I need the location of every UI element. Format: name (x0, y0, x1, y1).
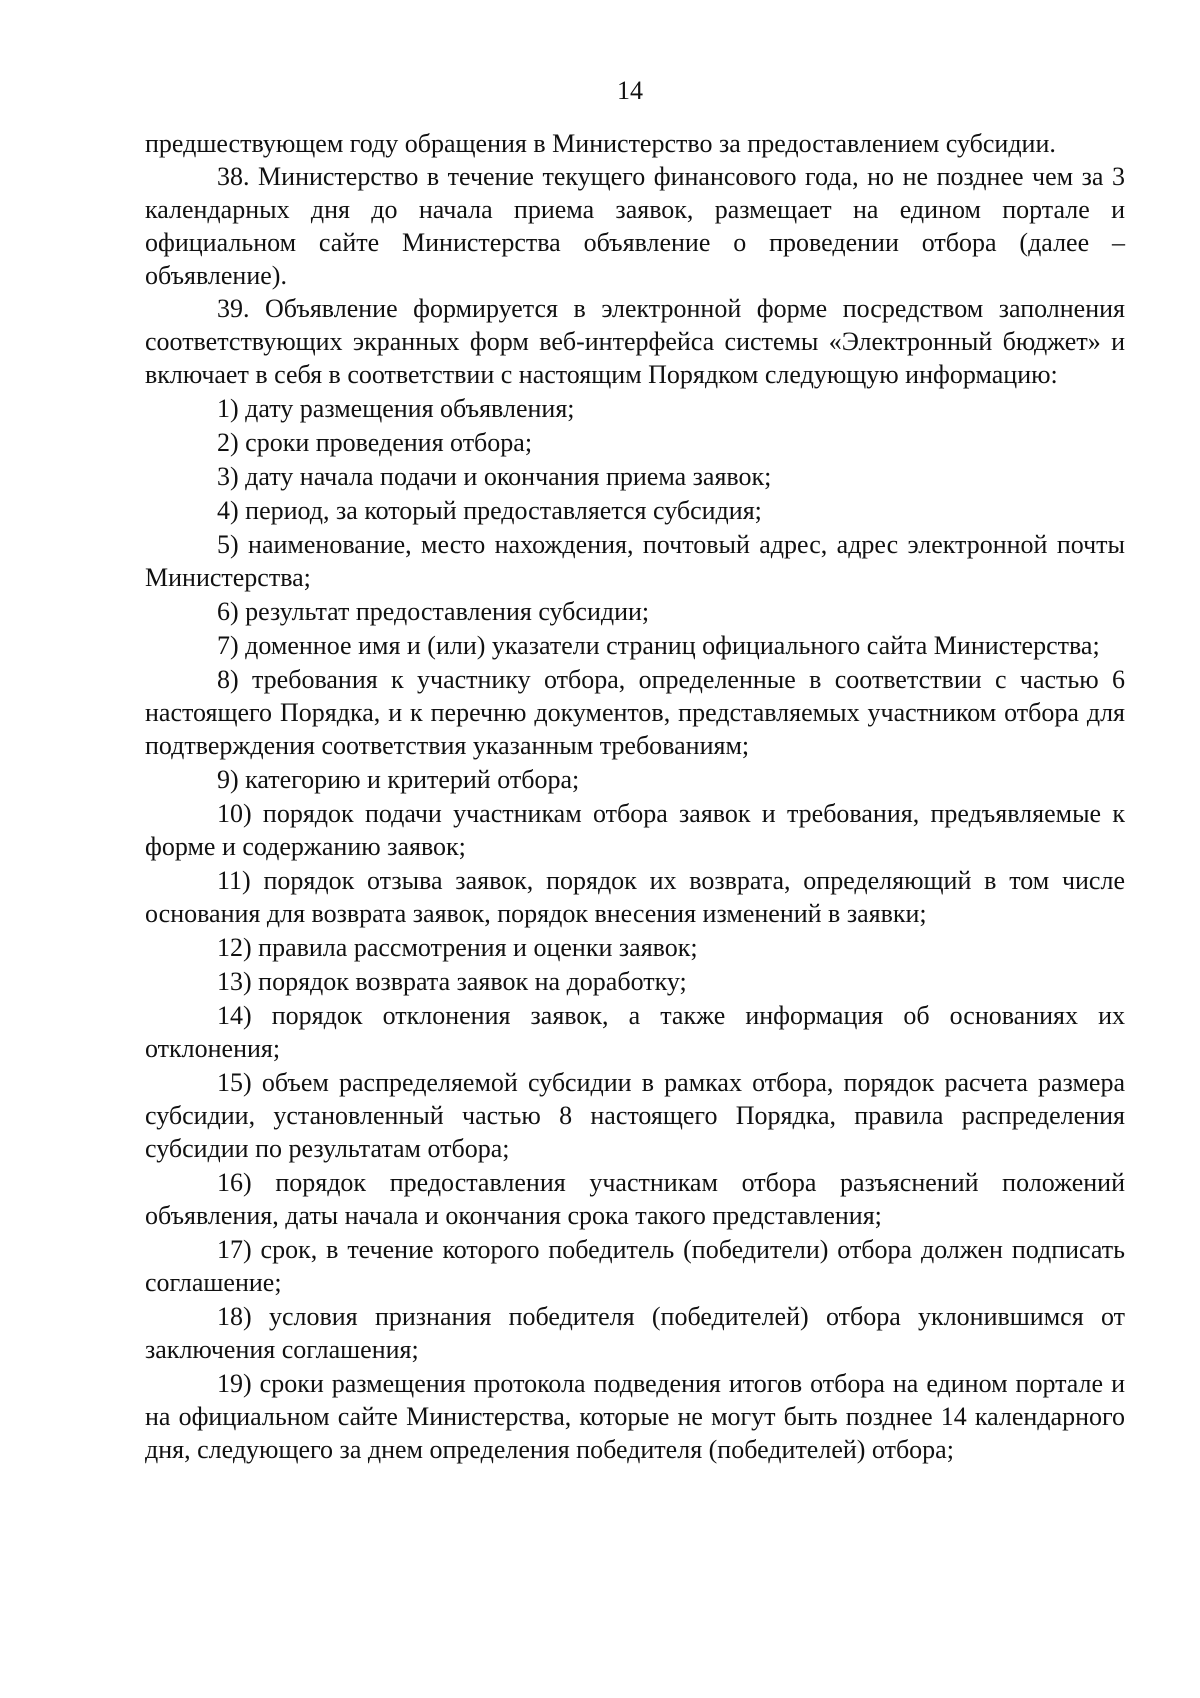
list-item-10: 10) порядок подачи участникам отбора заявок и требования, предъявляемые к форме и содержанию заявок; (145, 799, 1125, 861)
list-item-15: 15) объем распределяемой субсидии в рамках отбора, порядок расчета размера субсидии, установленный частью 8 настоящего Порядка, правила распределения субсидии по результатам отбора; (145, 1068, 1125, 1163)
list-item-6: 6) результат предоставления субсидии; (217, 597, 650, 626)
list-item-2: 2) сроки проведения отбора; (217, 428, 533, 457)
page-number: 14 (617, 76, 643, 105)
list-item-14: 14) порядок отклонения заявок, а также информация об основаниях их отклонения; (145, 1001, 1125, 1063)
list-item-16: 16) порядок предоставления участникам отбора разъяснений положений объявления, даты начала и окончания срока такого представления; (145, 1168, 1125, 1230)
paragraph-38: 38. Министерство в течение текущего финансового года, но не позднее чем за 3 календарных дня до начала приема заявок, размещает на едином портале и официальном сайте Министерства объявление о проведении отбора (далее – объявление). (145, 162, 1125, 290)
list-item-11: 11) порядок отзыва заявок, порядок их возврата, определяющий в том числе основания для возврата заявок, порядок внесения изменений в заявки; (145, 866, 1125, 928)
list-item-1: 1) дату размещения объявления; (217, 394, 575, 423)
list-item-9: 9) категорию и критерий отбора; (217, 765, 580, 794)
document-body (145, 127, 1125, 1466)
list-item-12: 12) правила рассмотрения и оценки заявок; (217, 933, 698, 962)
paragraph-continuation: предшествующем году обращения в Министерство за предоставлением субсидии. (145, 129, 1056, 158)
list-item-18: 18) условия признания победителя (победителей) отбора уклонившимся от заключения соглашения; (145, 1302, 1125, 1364)
list-item-4: 4) период, за который предоставляется субсидия; (217, 496, 762, 525)
list-item-5: 5) наименование, место нахождения, почтовый адрес, адрес электронной почты Министерства; (145, 530, 1125, 592)
list-item-7: 7) доменное имя и (или) указатели страниц официального сайта Министерства; (217, 631, 1100, 660)
list-item-13: 13) порядок возврата заявок на доработку; (217, 967, 687, 996)
list-item-8: 8) требования к участнику отбора, определенные в соответствии с частью 6 настоящего Порядка, и к перечню документов, представляемых участником отбора для подтверждения соответствия указанным требованиям; (145, 665, 1125, 760)
list-item-17: 17) срок, в течение которого победитель (победители) отбора должен подписать соглашение; (145, 1235, 1125, 1297)
paragraph-39: 39. Объявление формируется в электронной форме посредством заполнения соответствующих экранных форм веб-интерфейса системы «Электронный бюджет» и включает в себя в соответствии с настоящим Порядком следующую информацию: (145, 294, 1125, 389)
list-item-3: 3) дату начала подачи и окончания приема заявок; (217, 462, 772, 491)
list-item-19: 19) сроки размещения протокола подведения итогов отбора на едином портале и на официальном сайте Министерства, которые не могут быть позднее 14 календарного дня, следующего за днем определения победителя (победителей) отбора; (145, 1369, 1125, 1464)
